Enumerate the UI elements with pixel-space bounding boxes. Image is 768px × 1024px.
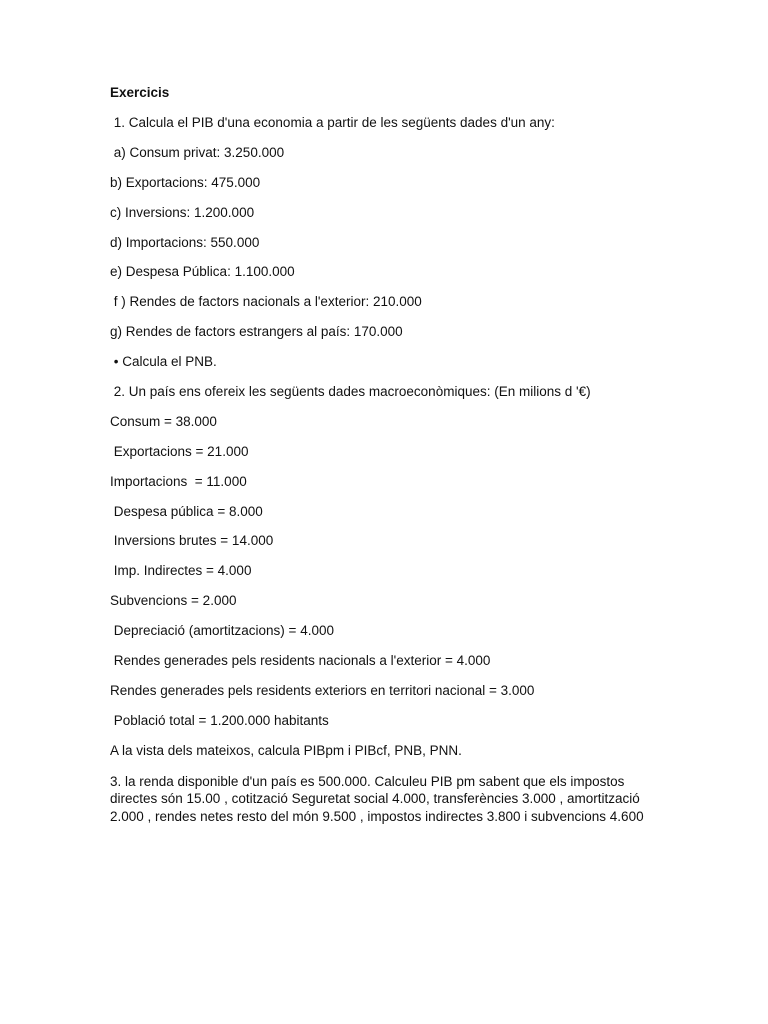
exercise-1-item-c: c) Inversions: 1.200.000 [110,204,255,220]
exercise-2-imp-indirectes: Imp. Indirectes = 4.000 [110,563,252,579]
exercise-1-item-g: g) Rendes de factors estrangers al país: 170.000 [110,324,403,340]
exercise-1-bullet: • Calcula el PNB. [110,354,217,370]
exercise-1-item-a: a) Consum privat: 3.250.000 [110,144,285,160]
exercise-2-statement: 2. Un país ens ofereix les següents dades macroeconòmiques: (En milions d '€) [110,384,591,400]
exercise-2-consum: Consum = 38.000 [110,413,217,429]
exercise-2-inversions-brutes: Inversions brutes = 14.000 [110,533,274,549]
exercise-3-paragraph: 3. la renda disponible d'un país es 500.000. Calculeu PIB pm sabent que els impostos directes són 15.00 , cotització Seguretat social 4.000, transferències 3.000 , amortització 2.000 , rendes netes resto del món 9.500 , impostos indirectes 3.800 i subvencions 4.600 [110,773,644,824]
exercise-2-subvencions: Subvencions = 2.000 [110,593,237,609]
exercise-2-rendes-nacionals: Rendes generades pels residents nacionals a l'exterior = 4.000 [110,653,491,669]
exercise-1-item-b: b) Exportacions: 475.000 [110,174,261,190]
exercise-2-poblacio: Població total = 1.200.000 habitants [110,712,329,728]
exercise-1-item-e: e) Despesa Pública: 1.100.000 [110,264,295,280]
exercise-2-question: A la vista dels mateixos, calcula PIBpm i PIBcf, PNB, PNN. [110,742,462,758]
exercise-1-item-d: d) Importacions: 550.000 [110,234,260,250]
document-content [110,85,670,825]
exercise-2-rendes-exteriors: Rendes generades pels residents exteriors en territori nacional = 3.000 [110,682,535,698]
exercise-1-statement: 1. Calcula el PIB d'una economia a partir de les següents dades d'un any: [110,115,555,130]
exercise-1-item-f: f ) Rendes de factors nacionals a l'exterior: 210.000 [110,294,422,310]
exercise-2-exportacions: Exportacions = 21.000 [110,443,249,459]
exercise-2-despesa-publica: Despesa pública = 8.000 [110,503,263,519]
document-title: Exercicis [110,85,170,100]
exercise-2-depreciacio: Depreciació (amortitzacions) = 4.000 [110,623,334,639]
exercise-2-importacions: Importacions = 11.000 [110,473,247,489]
